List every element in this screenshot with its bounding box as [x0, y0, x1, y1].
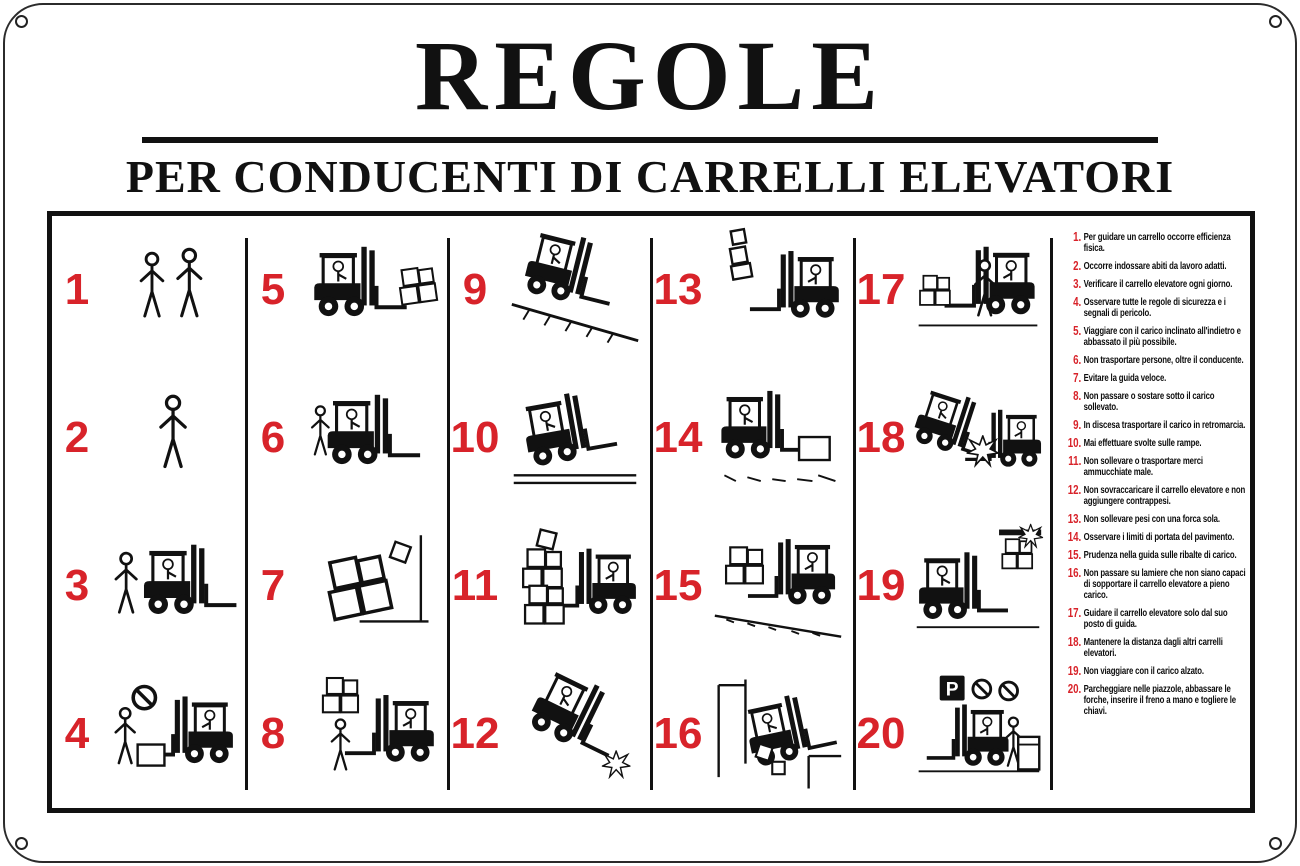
- rule-item-13: [1061, 514, 1246, 525]
- stacked-boxes-icon: [525, 586, 564, 624]
- prohibition-icon: [133, 687, 155, 709]
- tipping-forklift-icon: [525, 670, 634, 763]
- illustration-rule-10: [500, 374, 650, 502]
- illustration-rule-16: [703, 670, 853, 798]
- rule-number: 2.: [1073, 259, 1082, 273]
- rule-number: 19.: [1067, 664, 1082, 678]
- load-icon: [920, 276, 950, 305]
- rule-cell-10: [450, 364, 650, 512]
- rule-number: 3.: [1073, 277, 1082, 291]
- worker-icon: [115, 708, 134, 763]
- rule-number: 10.: [1067, 436, 1082, 450]
- rule-number: 20.: [1067, 682, 1082, 696]
- grid-column-2: [248, 216, 447, 808]
- rule-number: 5: [260, 265, 286, 314]
- illustration-rule-11: [500, 522, 650, 650]
- rule-text: Verificare il carrello elevatore ogni giorno.: [1083, 279, 1233, 290]
- rule-text: Non trasportare persone, oltre il conducente.: [1083, 355, 1244, 366]
- prohibition-icon: [1000, 682, 1018, 700]
- grid-column-5: [856, 216, 1050, 808]
- worker-icon: [331, 720, 348, 770]
- rule-number: 10: [450, 413, 500, 462]
- rule-item-12: [1061, 485, 1246, 507]
- rule-number: 3: [64, 561, 90, 610]
- rule-text: Parcheggiare nelle piazzole, abbassare le forche, inserire il freno a mano e togliere le chiavi.: [1083, 684, 1236, 717]
- rule-item-8: [1061, 391, 1246, 413]
- rule-cell-15: [653, 512, 853, 660]
- rule-number: 18.: [1067, 635, 1082, 649]
- illustration-rule-2: [102, 374, 245, 502]
- grid-column-1: [52, 216, 245, 808]
- illustration-rule-6: [298, 374, 447, 502]
- screw-hole-bottom-right: [1269, 837, 1282, 850]
- rule-number: 19: [856, 561, 906, 610]
- illustration-rule-18: [906, 374, 1050, 502]
- rule-item-9: [1061, 420, 1246, 431]
- crate-icon: [799, 437, 830, 460]
- rule-item-5: [1061, 326, 1246, 348]
- rule-text: Non sollevare pesi con una forca sola.: [1083, 514, 1220, 525]
- forklift-icon: [143, 545, 235, 614]
- no-smoking-icon: [973, 680, 991, 698]
- charging-station-icon: [1018, 737, 1039, 770]
- rule-number: 1: [64, 265, 90, 314]
- illustration-rule-13: [703, 226, 853, 354]
- rule-cell-6: [248, 364, 447, 512]
- sign-title: REGOLE: [415, 20, 885, 131]
- unbalanced-boxes-icon: [725, 229, 752, 279]
- illustration-rule-19: [906, 522, 1050, 650]
- rule-item-19: [1061, 666, 1246, 677]
- forklift-icon: [519, 387, 618, 468]
- rule-text: Non sovraccaricare il carrello elevatore e non aggiungere contrappesi.: [1083, 485, 1246, 507]
- rule-number: 16.: [1067, 566, 1082, 580]
- rule-text: In discesa trasportare il carico in retromarcia.: [1083, 420, 1246, 431]
- rule-cell-11: [450, 512, 650, 660]
- floor-crack-lines: [724, 475, 835, 481]
- rule-number: 11.: [1068, 454, 1082, 468]
- rule-number: 13.: [1067, 512, 1082, 526]
- rule-number: 5.: [1073, 324, 1082, 338]
- rule-number: 14: [653, 413, 703, 462]
- rule-text: Non passare o sostare sotto il carico sollevato.: [1083, 391, 1215, 413]
- rule-number: 17.: [1067, 606, 1082, 620]
- ramp-lines: [514, 475, 637, 483]
- illustration-rule-17: [906, 226, 1050, 354]
- rule-number: 18: [856, 413, 906, 462]
- rule-number: 15: [653, 561, 703, 610]
- sign-subtitle: PER CONDUCENTI DI CARRELLI ELEVATORI: [125, 151, 1175, 202]
- screw-hole-bottom-left: [15, 837, 28, 850]
- illustration-rule-12: [500, 670, 650, 798]
- rule-number: 12.: [1067, 483, 1082, 497]
- worker-icon: [115, 553, 135, 612]
- rule-item-18: [1061, 637, 1246, 659]
- illustration-rule-4: [102, 670, 245, 798]
- load-icon: [726, 547, 763, 583]
- rubble-hatch: [726, 620, 820, 636]
- load-icon: [397, 266, 437, 305]
- toppling-boxes-icon: [323, 552, 391, 619]
- rule-item-6: [1061, 355, 1246, 366]
- truck-wall: [719, 679, 746, 777]
- rule-item-14: [1061, 532, 1246, 543]
- rule-number: 7: [260, 561, 286, 610]
- falling-box-icon: [756, 744, 773, 761]
- rule-text: Non passare su lamiere che non siano capaci di sopportare il carrello elevatore a pieno carico.: [1083, 568, 1246, 601]
- rule-text: Per guidare un carrello occorre efficienza fisica.: [1083, 232, 1231, 254]
- ramp-line: [715, 616, 841, 637]
- illustration-rule-9: [500, 226, 650, 354]
- forklift-icon: [750, 251, 839, 318]
- rule-cell-8: [248, 660, 447, 808]
- rule-number: 7.: [1073, 371, 1082, 385]
- rule-text: Evitare la guida veloce.: [1083, 373, 1167, 384]
- rule-item-7: [1061, 373, 1246, 384]
- impact-star-icon: [603, 751, 630, 777]
- rule-cell-1: [52, 216, 245, 364]
- rule-number: 4: [64, 709, 90, 758]
- rule-text: Non viaggiare con il carico alzato.: [1083, 666, 1204, 677]
- rules-list-inner: [1061, 232, 1246, 717]
- rule-cell-5: [248, 216, 447, 364]
- rule-text: Osservare i limiti di portata del pavimento.: [1083, 532, 1235, 543]
- rule-item-4: [1061, 297, 1246, 319]
- illustration-rule-5: [298, 226, 447, 354]
- illustration-rule-1: [102, 226, 245, 354]
- rule-item-10: [1061, 438, 1246, 449]
- illustration-rule-8: [298, 670, 447, 798]
- rule-number: 14.: [1067, 530, 1082, 544]
- rules-list: [1053, 216, 1250, 808]
- passenger-icon: [312, 406, 329, 454]
- illustration-rule-15: [703, 522, 853, 650]
- illustration-rule-3: [102, 522, 245, 650]
- rule-cell-9: [450, 216, 650, 364]
- rule-cell-4: [52, 660, 245, 808]
- forklift-icon: [327, 395, 419, 464]
- raised-load-icon: [322, 678, 357, 712]
- slope-hatch: [523, 310, 613, 343]
- parked-forklift-icon: [927, 704, 1009, 765]
- rule-number: 8.: [1073, 389, 1082, 403]
- crate-icon: [137, 745, 164, 766]
- rules-board: [47, 211, 1255, 813]
- falling-box-icon: [772, 762, 784, 774]
- rule-number: 6: [260, 413, 286, 462]
- rule-text: Non sollevare o trasportare merci ammucchiate male.: [1083, 456, 1203, 478]
- rule-text: Osservare tutte le regole di sicurezza e i segnali di pericolo.: [1083, 297, 1226, 319]
- rule-text: Mai effettuare svolte sulle rampe.: [1083, 438, 1202, 449]
- rule-cell-3: [52, 512, 245, 660]
- stacked-boxes-icon: [523, 549, 562, 587]
- rule-cell-18: [856, 364, 1050, 512]
- rule-item-1: [1061, 232, 1246, 254]
- rule-item-17: [1061, 608, 1246, 630]
- illustration-rule-7: [298, 522, 447, 650]
- grid-column-3: [450, 216, 650, 808]
- forklift-icon: [919, 552, 1008, 619]
- rule-number: 8: [260, 709, 286, 758]
- rule-number: 9.: [1073, 418, 1082, 432]
- rule-text: Mantenere la distanza dagli altri carrelli elevatori.: [1083, 637, 1223, 659]
- rule-number: 12: [450, 709, 500, 758]
- rule-number: 15.: [1067, 548, 1082, 562]
- grid-column-4: [653, 216, 853, 808]
- rule-cell-14: [653, 364, 853, 512]
- forklift-icon: [314, 247, 406, 316]
- rule-number: 9: [462, 265, 488, 314]
- falling-box-icon: [389, 542, 410, 563]
- illustration-rule-14: [703, 374, 853, 502]
- rule-cell-17: [856, 216, 1050, 364]
- dock-edge: [809, 756, 842, 789]
- rule-number: 4.: [1073, 295, 1082, 309]
- rule-cell-12: [450, 660, 650, 808]
- slope-line: [512, 304, 638, 340]
- worker-icon: [160, 396, 184, 466]
- rule-number: 2: [64, 413, 90, 462]
- rule-number: 13: [653, 265, 703, 314]
- rule-text: Prudenza nella guida sulle ribalte di carico.: [1083, 550, 1237, 561]
- rule-cell-7: [248, 512, 447, 660]
- doctor-icon: [177, 249, 200, 316]
- rule-number: 17: [856, 265, 906, 314]
- rule-number: 11: [451, 561, 499, 610]
- rule-cell-13: [653, 216, 853, 364]
- rule-cell-20: [856, 660, 1050, 808]
- rule-item-3: [1061, 279, 1246, 290]
- rule-item-16: [1061, 568, 1246, 601]
- rule-cell-19: [856, 512, 1050, 660]
- forklift-icon: [521, 226, 623, 312]
- worker-icon: [141, 253, 163, 316]
- rule-cell-16: [653, 660, 853, 808]
- illustration-rule-20: [906, 670, 1050, 798]
- rule-number: 16: [653, 709, 703, 758]
- rule-text: Occorre indossare abiti da lavoro adatti.: [1083, 261, 1227, 272]
- rule-text: Viaggiare con il carico inclinato all'indietro e abbassato il più possibile.: [1083, 326, 1241, 348]
- loose-box-icon: [537, 530, 557, 550]
- rule-item-20: [1061, 684, 1246, 717]
- rule-number: 20: [856, 709, 906, 758]
- parking-sign-letter: P: [945, 679, 959, 701]
- rule-number: 6.: [1073, 353, 1082, 367]
- title-divider: [142, 137, 1158, 143]
- rule-item-11: [1061, 456, 1246, 478]
- rule-text: Guidare il carrello elevatore solo dal suo posto di guida.: [1083, 608, 1228, 630]
- rule-cell-2: [52, 364, 245, 512]
- rule-item-2: [1061, 261, 1246, 272]
- rule-item-15: [1061, 550, 1246, 561]
- rule-number: 1.: [1073, 230, 1082, 244]
